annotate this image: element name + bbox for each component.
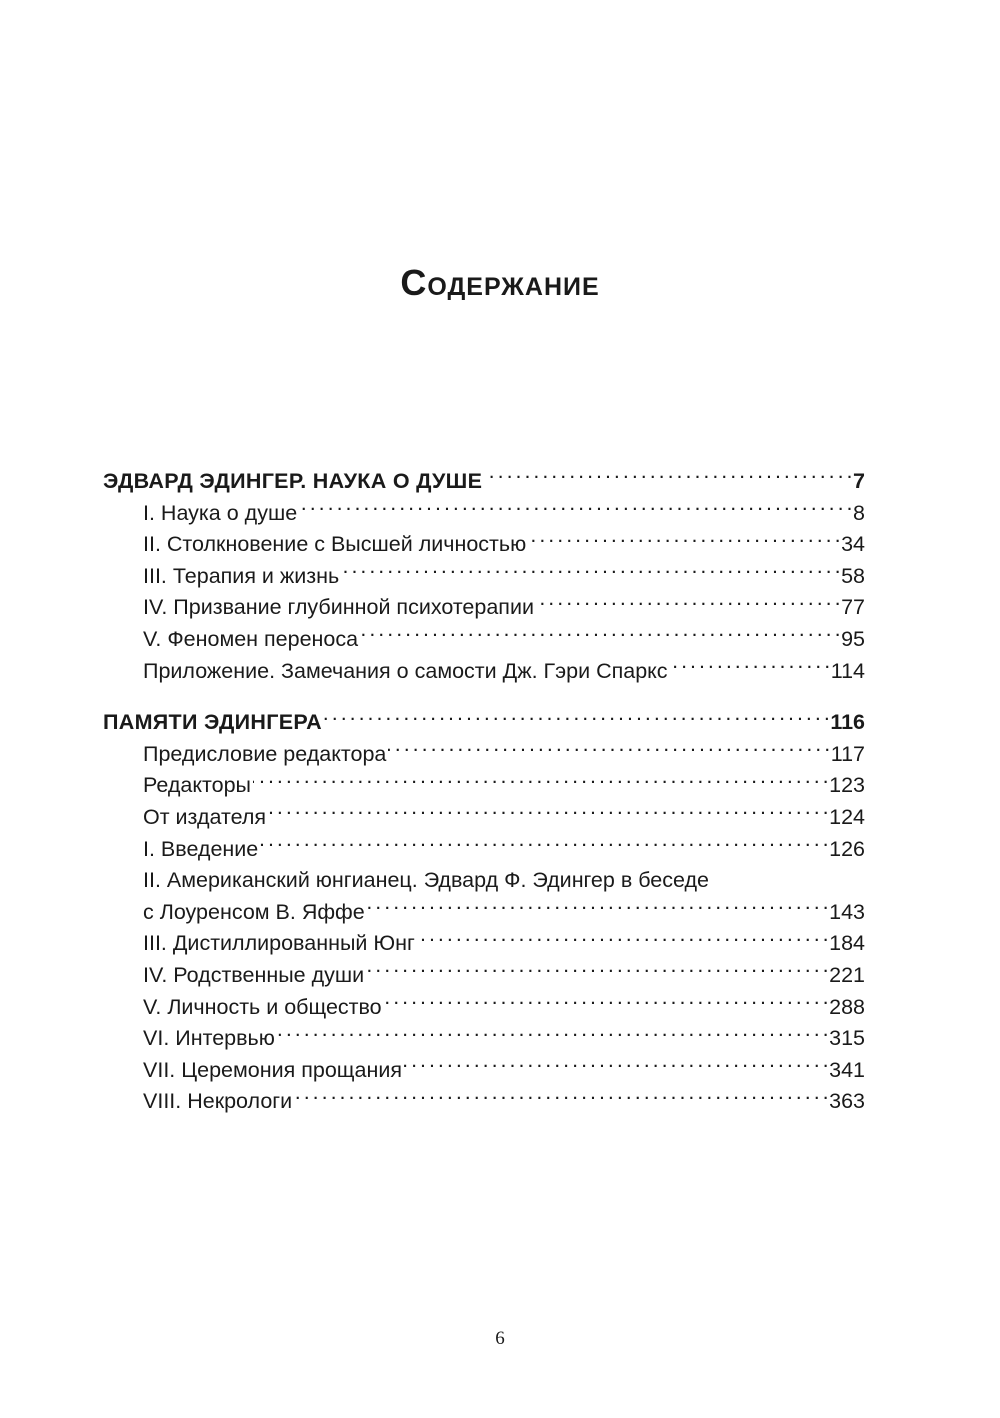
- toc-entry-title: III. Терапия и жизнь: [143, 563, 340, 588]
- toc-entry-page: 124: [829, 804, 865, 829]
- toc-entry[interactable]: [103, 624, 865, 656]
- toc-entry[interactable]: [103, 529, 865, 561]
- toc-entry[interactable]: [103, 992, 865, 1024]
- toc-section-2: [103, 707, 865, 1118]
- toc-entry-page: 143: [829, 899, 865, 924]
- toc-entry[interactable]: [103, 739, 865, 771]
- toc-entry-page: 363: [829, 1089, 865, 1114]
- toc-entry[interactable]: [103, 834, 865, 866]
- toc-entry-title: I. Введение: [143, 836, 259, 861]
- toc-entry[interactable]: [103, 960, 865, 992]
- toc-entry-title: Приложение. Замечания о самости Дж. Гэри Спаркс: [143, 658, 668, 683]
- toc-entry[interactable]: [103, 498, 865, 530]
- page-title: Содержание: [400, 262, 600, 303]
- dot-leader: [388, 739, 828, 761]
- toc-entry-title: VII. Церемония прощания: [143, 1057, 402, 1082]
- toc-heading-title: ЭДВАРД ЭДИНГЕР. НАУКА О ДУШЕ: [103, 469, 483, 493]
- dot-leader: [384, 992, 827, 1014]
- toc-entry-title: II. Столкновение с Высшей личностью: [143, 532, 527, 557]
- toc-entry[interactable]: [103, 656, 865, 688]
- dot-leader: [324, 708, 828, 730]
- dot-leader: [484, 467, 851, 489]
- toc-entry-line-1[interactable]: II. Американский юнгианец. Эдвард Ф. Эдингер в беседе: [143, 868, 709, 893]
- toc-entry[interactable]: [103, 802, 865, 834]
- dot-leader: [536, 593, 839, 615]
- toc-entry-page: 315: [829, 1026, 865, 1051]
- toc-entry-title: III. Дистиллированный Юнг: [143, 931, 415, 956]
- toc-entry[interactable]: [103, 592, 865, 624]
- toc-entry-page: 221: [829, 962, 865, 987]
- toc-section-heading[interactable]: [103, 466, 865, 498]
- toc-entry-title: IV. Родственные души: [143, 962, 365, 987]
- dot-leader: [253, 771, 827, 793]
- dot-leader: [360, 624, 839, 646]
- toc-entry[interactable]: [103, 928, 865, 960]
- toc-entry-page: 8: [853, 500, 865, 525]
- toc-entry-page: 341: [829, 1057, 865, 1082]
- toc-heading-page: 7: [853, 469, 865, 493]
- toc-section-heading[interactable]: [103, 707, 865, 739]
- toc-entry-page: 117: [830, 741, 865, 766]
- dot-leader: [367, 897, 827, 919]
- toc-entry-title: Редакторы: [143, 773, 252, 798]
- dot-leader: [294, 1087, 827, 1109]
- dot-leader: [268, 802, 827, 824]
- toc-entry-page: 288: [829, 994, 865, 1019]
- toc-entry-title: Предисловие редактора: [143, 741, 387, 766]
- toc-heading-page: 116: [830, 710, 865, 735]
- dot-leader: [260, 834, 827, 856]
- toc-entry-title: VIII. Некрологи: [143, 1089, 293, 1114]
- toc-entry-page: 58: [841, 563, 865, 588]
- toc-entry-page: 126: [829, 836, 865, 861]
- toc-heading-title: ПАМЯТИ ЭДИНГЕРА: [103, 710, 322, 735]
- table-of-contents: [103, 466, 865, 1138]
- toc-entry-page: 114: [830, 658, 865, 683]
- toc-entry-page: 77: [841, 595, 865, 620]
- toc-entry-page: 95: [841, 626, 865, 651]
- dot-leader: [670, 656, 829, 678]
- toc-entry-title: I. Наука о душе: [143, 500, 298, 525]
- dot-leader: [299, 498, 851, 520]
- toc-entry-title: VI. Интервью: [143, 1026, 275, 1051]
- toc-entry-page: 184: [829, 931, 865, 956]
- toc-entry-title: IV. Призвание глубинной психотерапии: [143, 595, 534, 620]
- toc-entry-title: с Лоуренсом В. Яффе: [143, 899, 365, 924]
- toc-entry[interactable]: [103, 770, 865, 802]
- dot-leader: [417, 929, 827, 951]
- toc-entry[interactable]: [103, 561, 865, 593]
- toc-entry-title: V. Феномен переноса: [143, 626, 359, 651]
- toc-entry[interactable]: [103, 1086, 865, 1118]
- toc-entry[interactable]: [103, 897, 865, 929]
- toc-entry-page: 34: [841, 532, 865, 557]
- toc-entry[interactable]: [103, 1023, 865, 1055]
- dot-leader: [528, 530, 839, 552]
- page-number: 6: [495, 1328, 505, 1349]
- toc-entry-title: От издателя: [143, 804, 267, 829]
- dot-leader: [277, 1024, 827, 1046]
- dot-leader: [366, 960, 827, 982]
- toc-entry-title: V. Личность и общество: [143, 994, 382, 1019]
- toc-entry[interactable]: [103, 1055, 865, 1087]
- dot-leader: [404, 1055, 827, 1077]
- toc-entry-page: 123: [829, 773, 865, 798]
- toc-section-1: [103, 466, 865, 687]
- dot-leader: [341, 561, 839, 583]
